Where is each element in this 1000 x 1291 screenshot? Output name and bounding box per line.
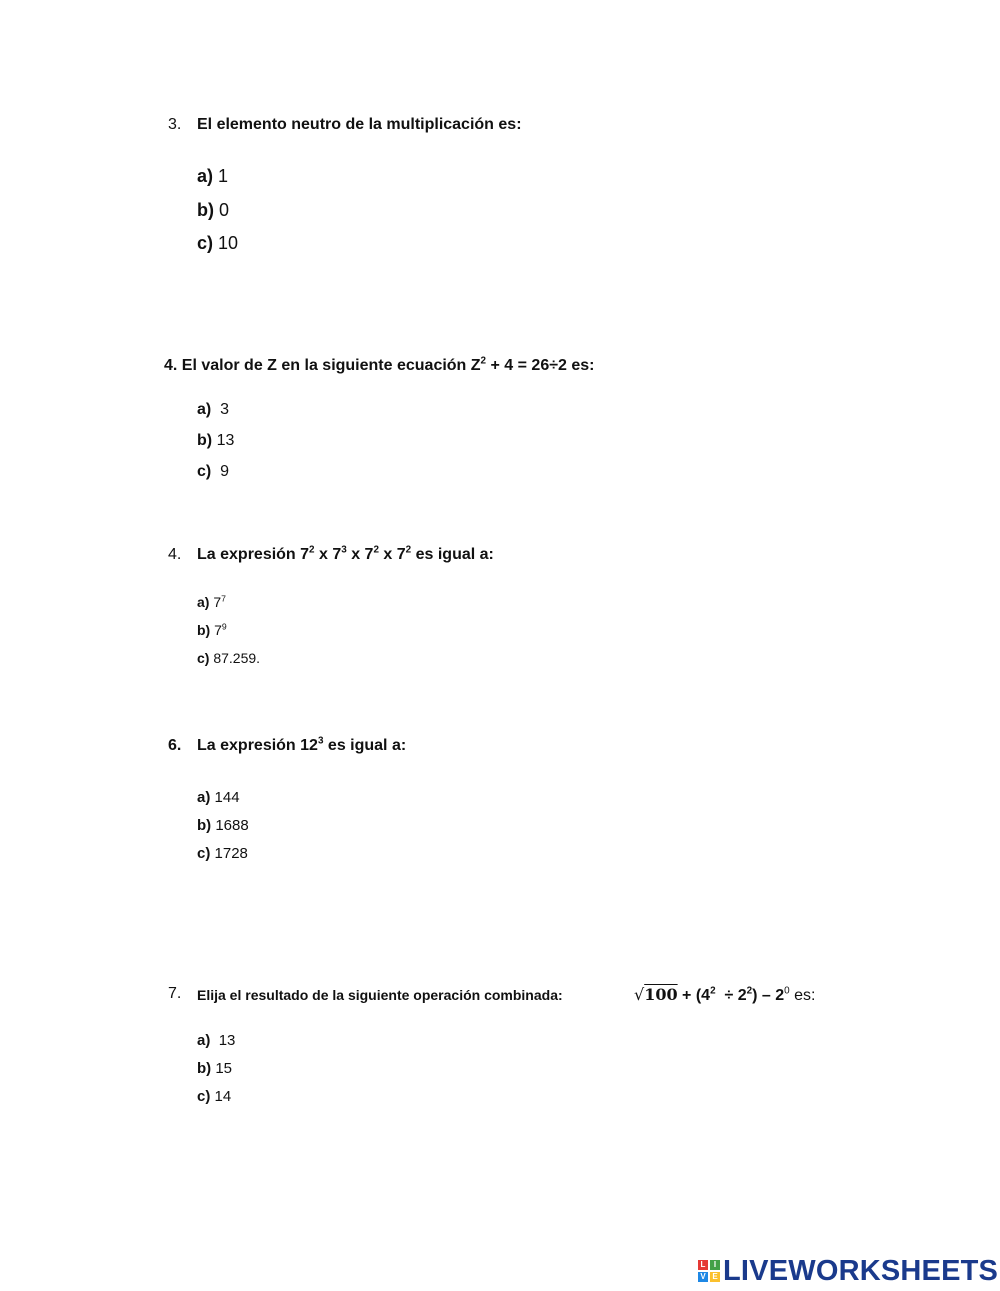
option-c[interactable] — [197, 650, 260, 666]
question-number: 4. — [164, 357, 178, 374]
option-label: b) — [197, 622, 211, 638]
logo-mark-icon — [698, 1260, 720, 1282]
option-value: 1688 — [215, 817, 249, 834]
option-value: 15 — [215, 1060, 233, 1077]
option-b[interactable] — [197, 622, 227, 638]
option-value: 14 — [214, 1088, 232, 1105]
option-value: $7^9$ — [214, 621, 227, 638]
option-value: 87.259. — [213, 650, 261, 666]
option-value: 10 — [218, 233, 239, 253]
option-value: 13 — [218, 1032, 236, 1049]
option-value: 1 — [218, 166, 229, 186]
option-b[interactable] — [197, 1060, 232, 1077]
option-value: 144 — [214, 789, 240, 806]
option-a[interactable] — [197, 789, 240, 806]
option-label: a) — [197, 401, 212, 418]
formula: $√100 + (4^2 \div 2^2) - 2^0$ es: — [634, 985, 816, 1004]
option-b[interactable] — [197, 432, 234, 450]
liveworksheets-logo[interactable] — [698, 1254, 999, 1287]
logo-mark-letter: V — [698, 1272, 708, 1282]
logo-mark-letter: E — [710, 1272, 720, 1282]
question-text: La expresión $7^2$ x $7^3$ x $7^2$ x $7^2$ es igual a: — [197, 544, 494, 563]
question-number: 3. — [168, 116, 182, 133]
option-label: b) — [197, 1060, 212, 1077]
question-number: 6. — [168, 737, 182, 754]
logo-text: LIVEWORKSHEETS — [723, 1254, 999, 1287]
option-c[interactable] — [197, 233, 238, 254]
logo-mark-letter: I — [710, 1260, 720, 1270]
option-label: b) — [197, 817, 212, 834]
option-a[interactable] — [197, 401, 229, 419]
option-label: b) — [197, 200, 214, 220]
option-label: b) — [197, 432, 213, 449]
option-value: 13 — [216, 432, 235, 449]
option-value: 9 — [220, 463, 230, 480]
option-a[interactable] — [197, 594, 226, 610]
question-text: La expresión $12^3$ es igual a: — [197, 735, 407, 754]
option-label: a) — [197, 594, 210, 610]
option-label: c) — [197, 845, 211, 862]
option-label: c) — [197, 1088, 211, 1105]
question-text: El elemento neutro de la multiplicación es: — [197, 116, 522, 133]
option-value: 3 — [220, 401, 230, 418]
option-label: a) — [197, 166, 214, 186]
option-c[interactable] — [197, 1088, 231, 1105]
option-value: 0 — [219, 200, 230, 220]
logo-mark-letter: L — [698, 1260, 708, 1270]
option-label: c) — [197, 650, 210, 666]
option-c[interactable] — [197, 463, 229, 481]
square-root: √100 — [634, 985, 678, 1004]
option-label: a) — [197, 1032, 211, 1049]
option-label: c) — [197, 463, 212, 480]
option-a[interactable] — [197, 1032, 235, 1049]
option-label: a) — [197, 789, 211, 806]
question-number: 4. — [168, 546, 182, 563]
question-text: Elija el resultado de la siguiente operación combinada: — [197, 987, 563, 1003]
option-label: c) — [197, 233, 214, 253]
option-value: $7^7$ — [213, 593, 226, 610]
option-c[interactable] — [197, 845, 248, 862]
option-b[interactable] — [197, 817, 249, 834]
question-number: 7. — [168, 985, 182, 1002]
option-b[interactable] — [197, 200, 229, 221]
option-value: 1728 — [214, 845, 248, 862]
option-a[interactable] — [197, 166, 228, 187]
question-text: 4. El valor de Z en la siguiente ecuación $Z^2 + 4 = 26\div 2$ es: — [164, 355, 595, 374]
